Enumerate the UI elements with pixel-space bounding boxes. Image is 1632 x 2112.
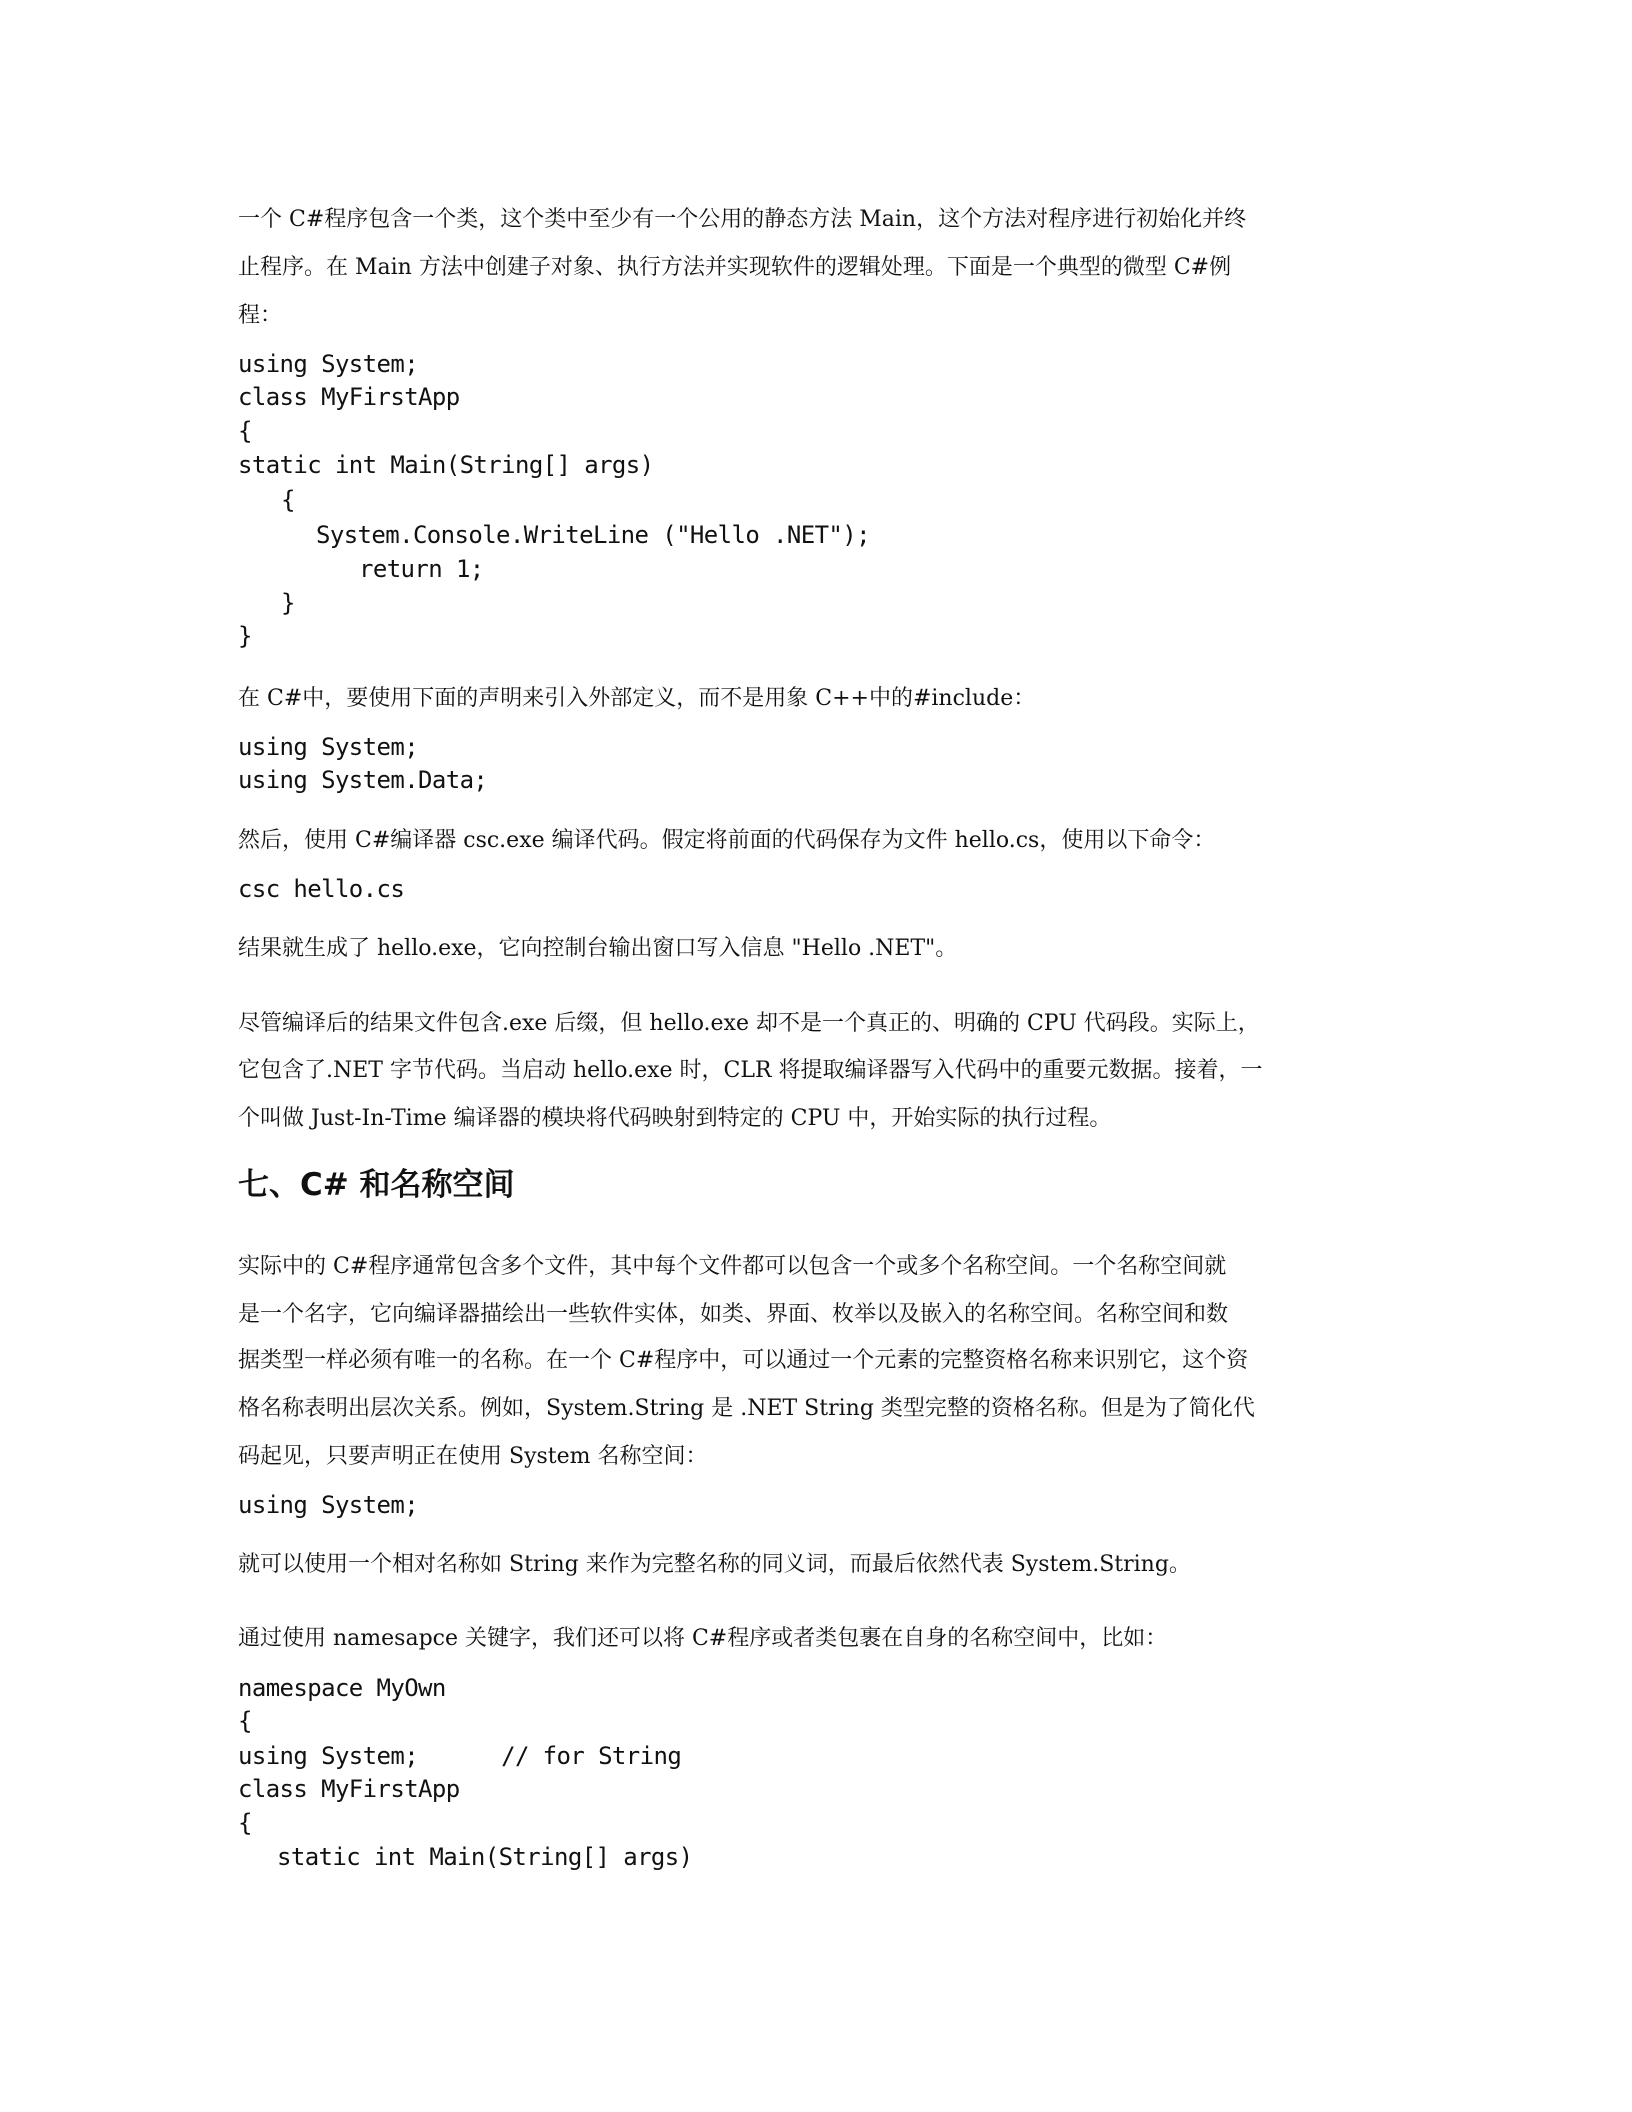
paragraph-line: 就可以使用一个相对名称如 String 来作为完整名称的同义词，而最后依然代表 System.String。: [238, 1552, 1191, 1577]
code-line: using System;: [238, 350, 419, 378]
paragraph-line: 它包含了.NET 字节代码。当启动 hello.exe 时，CLR 将提取编译器写入代码中的重要元数据。接着，一: [238, 1058, 1263, 1083]
code-line: csc hello.cs: [238, 875, 405, 903]
paragraph-line: 尽管编译后的结果文件包含.exe 后缀，但 hello.exe 却不是一个真正的、明确的 CPU 代码段。实际上，: [238, 1011, 1260, 1036]
paragraph-line: 一个 C#程序包含一个类，这个类中至少有一个公用的静态方法 Main，这个方法对程序进行初始化并终: [238, 207, 1247, 232]
code-line: {: [238, 417, 252, 445]
code-line: {: [238, 1707, 252, 1735]
paragraph-line: 据类型一样必须有唯一的名称。在一个 C#程序中，可以通过一个元素的完整资格名称来识别它，这个资: [238, 1348, 1249, 1373]
paragraph-line: 在 C#中，要使用下面的声明来引入外部定义，而不是用象 C++中的#include：: [238, 686, 1036, 711]
code-line: System.Console.WriteLine ("Hello .NET");: [316, 521, 870, 549]
section-heading: 七、C# 和名称空间: [238, 1167, 515, 1203]
paragraph-line: 程：: [238, 303, 283, 328]
paragraph-line: 通过使用 namesapce 关键字，我们还可以将 C#程序或者类包裹在自身的名称空间中，比如：: [238, 1626, 1168, 1651]
code-line: using System;: [238, 1491, 419, 1519]
code-line: }: [238, 622, 252, 650]
paragraph-line: 是一个名字，它向编译器描绘出一些软件实体，如类、界面、枚举以及嵌入的名称空间。名称空间和数: [238, 1302, 1229, 1327]
paragraph-line: 实际中的 C#程序通常包含多个文件，其中每个文件都可以包含一个或多个名称空间。一个名称空间就: [238, 1254, 1227, 1279]
paragraph-line: 格名称表明出层次关系。例如，System.String 是 .NET String 类型完整的资格名称。但是为了简化代: [238, 1396, 1255, 1421]
code-line: class MyFirstApp: [238, 1775, 460, 1803]
code-line: static int Main(String[] args): [277, 1843, 693, 1871]
paragraph-line: 然后，使用 C#编译器 csc.exe 编译代码。假定将前面的代码保存为文件 hello.cs，使用以下命令：: [238, 828, 1216, 853]
code-line: return 1;: [359, 555, 484, 583]
code-line: using System.Data;: [238, 766, 488, 794]
code-line: using System;: [238, 733, 419, 761]
paragraph-line: 止程序。在 Main 方法中创建子对象、执行方法并实现软件的逻辑处理。下面是一个典型的微型 C#例: [238, 255, 1232, 280]
code-line: {: [238, 1809, 252, 1837]
paragraph-line: 码起见，只要声明正在使用 System 名称空间：: [238, 1444, 708, 1469]
code-line: using System; // for String: [238, 1742, 682, 1770]
code-line: class MyFirstApp: [238, 383, 460, 411]
code-line: static int Main(String[] args): [238, 451, 654, 479]
code-line: {: [281, 486, 295, 514]
code-line: }: [281, 589, 295, 617]
paragraph-line: 个叫做 Just-In-Time 编译器的模块将代码映射到特定的 CPU 中，开始实际的执行过程。: [238, 1106, 1112, 1131]
paragraph-line: 结果就生成了 hello.exe，它向控制台输出窗口写入信息 "Hello .NET"。: [238, 936, 958, 961]
code-line: namespace MyOwn: [238, 1674, 446, 1702]
